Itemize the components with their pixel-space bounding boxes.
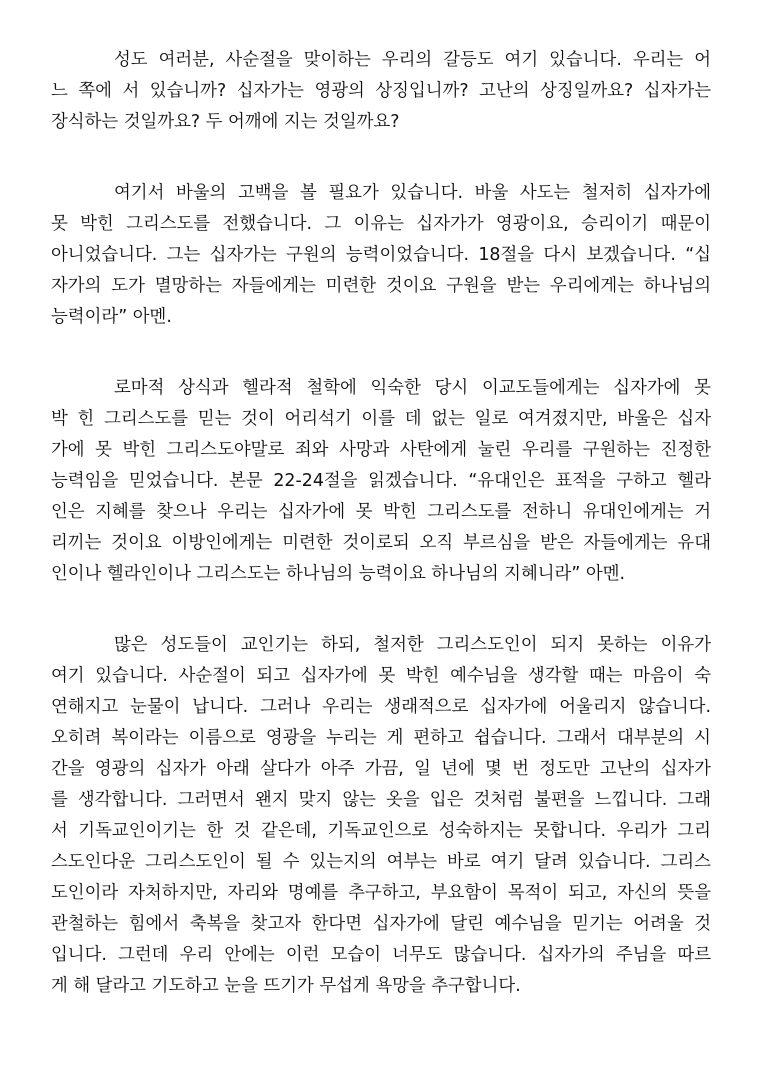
text-line: 능력이라” 아멘. bbox=[51, 307, 172, 327]
text-line: 능력임을 믿었습니다. 본문 22-24절을 읽겠습니다. “유대인은 표적을 구하고 헬라 bbox=[51, 471, 711, 491]
text-line: 아니었습니다. 그는 십자가는 구원의 능력이었습니다. 18절을 다시 보겠습니다. “십 bbox=[51, 245, 711, 265]
text-line: 스도인다운 그리스도인이 될 수 있는지의 여부는 바로 여기 달려 있습니다. 그리스 bbox=[51, 852, 711, 872]
document-page bbox=[51, 45, 711, 1002]
text-line: 성도 여러분, 사순절을 맞이하는 우리의 갈등도 여기 있습니다. 우리는 어 bbox=[114, 50, 711, 70]
paragraph-4 bbox=[51, 630, 711, 1002]
paragraph-2 bbox=[51, 178, 711, 333]
text-line: 서 기독교인이기는 한 것 같은데, 기독교인으로 성숙하지는 못합니다. 우리가 그리 bbox=[51, 821, 711, 841]
text-line: 박 힌 그리스도를 믿는 것이 어리석기 이를 데 없는 일로 여겨졌지만, 바울은 십자 bbox=[51, 409, 711, 429]
text-line: 인은 지혜를 찾으나 우리는 십자가에 못 박힌 그리스도를 전하니 유대인에게는 거 bbox=[51, 502, 711, 522]
text-line: 장식하는 것일까요? 두 어깨에 지는 것일까요? bbox=[51, 112, 400, 132]
text-line: 여기 있습니다. 사순절이 되고 십자가에 못 박힌 예수님을 생각할 때는 마음이 숙 bbox=[51, 666, 711, 686]
text-line: 못 박힌 그리스도를 전했습니다. 그 이유는 십자가가 영광이요, 승리이기 때문이 bbox=[51, 214, 711, 234]
text-line: 자가의 도가 멸망하는 자들에게는 미련한 것이요 구원을 받는 우리에게는 하나님의 bbox=[51, 276, 711, 296]
paragraph-1 bbox=[51, 45, 711, 138]
text-line: 간을 영광의 십자가 아래 살다가 아주 가끔, 일 년에 몇 번 정도만 고난의 십자가 bbox=[51, 759, 711, 779]
text-line: 입니다. 그런데 우리 안에는 이런 모습이 너무도 많습니다. 십자가의 주님을 따르 bbox=[51, 945, 711, 965]
text-line: 도인이라 자처하지만, 자리와 명예를 추구하고, 부요함이 목적이 되고, 자신의 뜻을 bbox=[51, 883, 711, 903]
text-line: 로마적 상식과 헬라적 철학에 익숙한 당시 이교도들에게는 십자가에 못 bbox=[114, 378, 711, 398]
text-line: 많은 성도들이 교인기는 하되, 철저한 그리스도인이 되지 못하는 이유가 bbox=[114, 635, 711, 655]
text-line: 여기서 바울의 고백을 볼 필요가 있습니다. 바울 사도는 철저히 십자가에 bbox=[114, 183, 711, 203]
text-line: 게 해 달라고 기도하고 눈을 뜨기가 무섭게 욕망을 추구합니다. bbox=[51, 976, 521, 996]
text-line: 오히려 복이라는 이름으로 영광을 누리는 게 편하고 쉽습니다. 그래서 대부분의 시 bbox=[51, 728, 711, 748]
text-line: 리끼는 것이요 이방인에게는 미련한 것이로되 오직 부르심을 받은 자들에게는 유대 bbox=[51, 533, 711, 553]
text-line: 인이나 헬라인이나 그리스도는 하나님의 능력이요 하나님의 지혜니라” 아멘. bbox=[51, 564, 626, 584]
text-line: 관철하는 힘에서 축복을 찾고자 한다면 십자가에 달린 예수님을 믿기는 어려울 것 bbox=[51, 914, 711, 934]
text-line: 가에 못 박힌 그리스도야말로 죄와 사망과 사탄에게 눌린 우리를 구원하는 진정한 bbox=[51, 440, 711, 460]
text-line: 느 쪽에 서 있습니까? 십자가는 영광의 상징입니까? 고난의 상징일까요? 십자가는 bbox=[51, 81, 711, 101]
paragraph-3 bbox=[51, 373, 711, 590]
text-line: 연해지고 눈물이 납니다. 그러나 우리는 생래적으로 십자가에 어울리지 않습니다. bbox=[51, 697, 711, 717]
text-line: 를 생각합니다. 그러면서 왠지 맞지 않는 옷을 입은 것처럼 불편을 느낍니다. 그래 bbox=[51, 790, 711, 810]
